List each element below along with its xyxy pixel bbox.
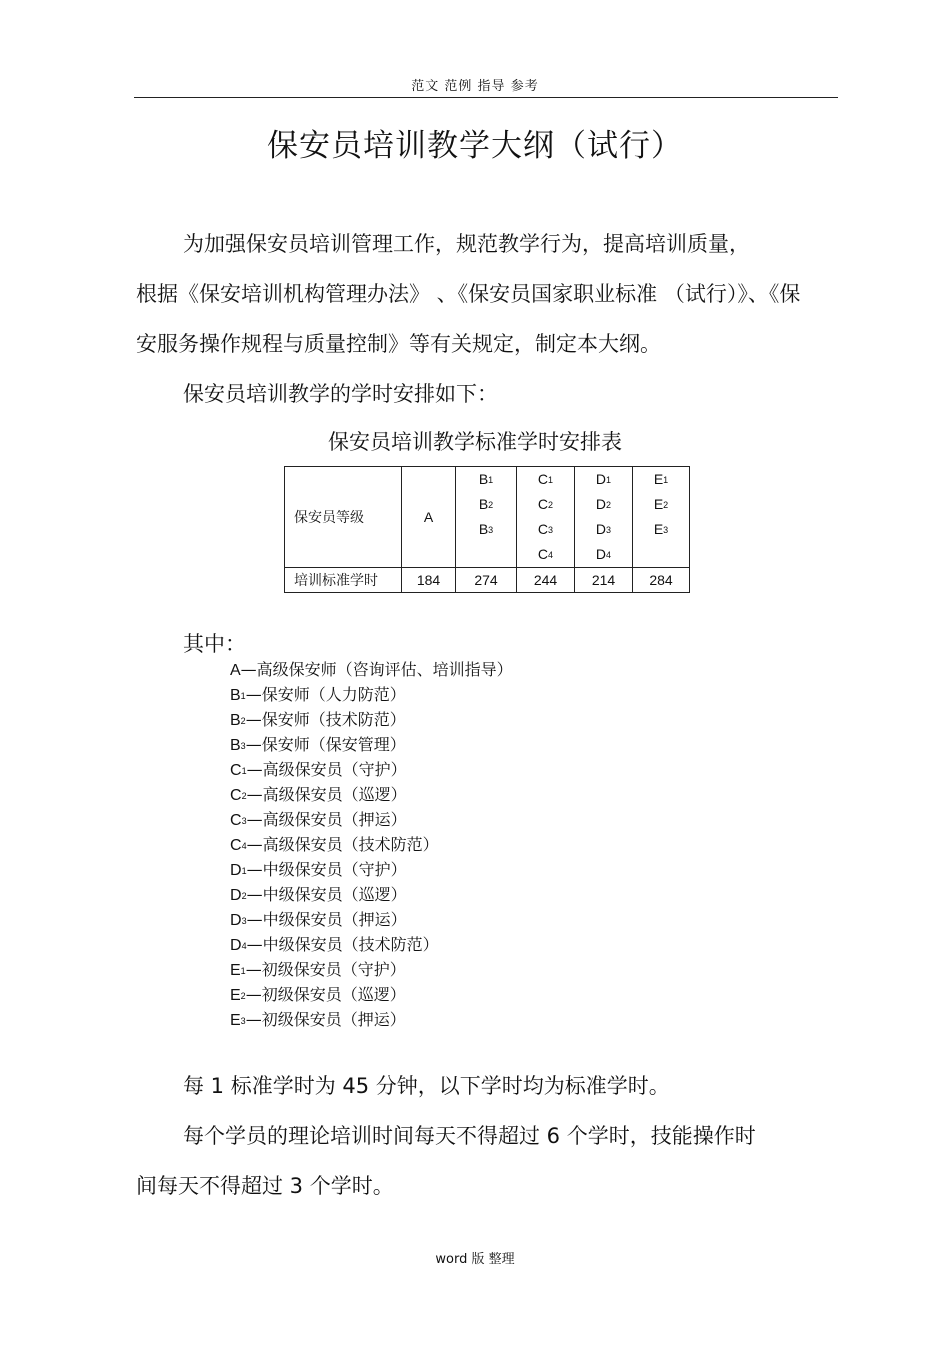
grade-subscript: 2 [240,991,246,1001]
grade-letter: D [595,471,607,487]
grade-subscript: 1 [606,475,612,485]
grade-letter: D [230,912,242,929]
grade-subscript: 2 [488,500,494,510]
grade-letter: D [595,496,607,512]
grade-code [633,467,689,492]
grade-letter: D [230,937,242,954]
grade-subscript: 2 [241,891,247,901]
grade-subscript: 2 [663,500,669,510]
grade-legend-item [230,782,513,807]
grade-code [517,492,574,517]
grade-code [575,517,632,542]
hours-cell: 274 [456,568,517,593]
page-header: 范文 范例 指导 参考 [411,79,539,94]
grade-letter: D [230,887,242,904]
grade-letter: C [537,471,549,487]
grade-legend-item [230,1007,513,1032]
grade-letter: D [595,521,607,537]
grade-letter: C [537,546,549,562]
grade-subscript: 3 [241,916,247,926]
grade-description: —保安师（人力防范） [245,685,406,704]
grade-subscript: 1 [548,475,554,485]
grade-legend-item [230,882,513,907]
grade-letter: D [595,546,607,562]
grade-letter: C [537,521,549,537]
grade-legend-item [230,932,513,957]
grade-row [285,467,690,568]
grade-subscript: 3 [240,741,246,751]
grade-code [575,542,632,567]
grade-cell [575,467,633,568]
grade-legend-item [230,682,513,707]
grade-letter: C [230,787,242,804]
grade-letter: E [230,1012,241,1029]
hours-cell: 214 [575,568,633,593]
grade-code [517,542,574,567]
grade-letter: E [653,471,664,487]
grade-cell [456,467,517,568]
schedule-intro: 保安员培训教学的学时安排如下： [183,382,498,406]
grade-legend-list [230,657,513,1032]
grade-letter: B [478,496,489,512]
outro-line-1: 每 1 标准学时为 45 分钟，以下学时均为标准学时。 [183,1074,670,1098]
grade-legend-item [230,807,513,832]
grade-letter: E [230,962,241,979]
intro-paragraph-line-2: 根据《保安培训机构管理办法》 、《保安员国家职业标准 （试行）》、《保 [136,282,801,306]
header-divider [134,97,838,98]
grade-subscript: 4 [548,550,554,560]
intro-paragraph-line-3: 安服务操作规程与质量控制》等有关规定，制定本大纲。 [136,332,661,356]
grade-letter: B [230,687,241,704]
grade-description: —高级保安员（巡逻） [246,785,407,804]
grade-letter: C [230,837,242,854]
grade-description: —高级保安员（技术防范） [246,835,439,854]
grade-subscript: 2 [548,500,554,510]
page-footer: word 版 整理 [435,1252,515,1267]
grade-code [575,467,632,492]
grade-subscript: 3 [548,525,554,535]
grade-legend-item [230,732,513,757]
hours-cell: 244 [517,568,575,593]
grade-subscript: 1 [488,475,494,485]
grade-subscript: 3 [488,525,494,535]
grade-subscript: 3 [663,525,669,535]
grade-cell [402,467,456,568]
document-title: 保安员培训教学大纲（试行） [267,128,683,164]
grade-letter: A [423,508,434,525]
grade-code [402,505,455,530]
legend-heading: 其中： [183,632,246,656]
grade-description: —高级保安师（咨询评估、培训指导） [240,660,513,679]
grade-code [517,517,574,542]
intro-paragraph-line-1: 为加强保安员培训管理工作，规范教学行为，提高培训质量， [183,232,750,256]
hours-cell: 184 [402,568,456,593]
grade-legend-item [230,657,513,682]
grade-legend-item [230,857,513,882]
grade-letter: E [653,521,664,537]
grade-legend-item [230,907,513,932]
outro-line-3: 间每天不得超过 3 个学时。 [136,1174,394,1198]
grade-code [456,492,516,517]
grade-description: —保安师（保安管理） [245,735,406,754]
grade-description: —初级保安员（押运） [245,1010,406,1029]
grade-subscript: 4 [241,841,247,851]
grade-description: —中级保安员（巡逻） [246,885,407,904]
grade-description: —初级保安员（巡逻） [245,985,406,1004]
grade-description: —中级保安员（押运） [246,910,407,929]
grade-description: —保安师（技术防范） [245,710,406,729]
grade-letter: C [230,762,242,779]
grade-subscript: 4 [241,941,247,951]
grade-letter: C [537,496,549,512]
grade-cell [517,467,575,568]
hours-cell: 284 [633,568,690,593]
grade-legend-item [230,757,513,782]
table-title: 保安员培训教学标准学时安排表 [328,430,622,454]
grade-letter: B [478,521,489,537]
outro-line-2: 每个学员的理论培训时间每天不得超过 6 个学时，技能操作时 [183,1124,756,1148]
grade-letter: E [230,987,241,1004]
grade-subscript: 3 [240,1016,246,1026]
grade-subscript: 1 [663,475,669,485]
grade-code [633,517,689,542]
grade-letter: B [478,471,489,487]
grade-letter: B [230,737,241,754]
grade-letter: C [230,812,242,829]
grade-row-label: 保安员等级 [285,467,402,568]
grade-subscript: 3 [606,525,612,535]
grade-subscript: 1 [240,966,246,976]
grade-letter: A [230,662,241,679]
hours-row-label: 培训标准学时 [285,568,402,593]
grade-legend-item [230,957,513,982]
grade-code [633,492,689,517]
grade-description: —高级保安员（守护） [246,760,407,779]
grade-subscript: 2 [241,791,247,801]
grade-letter: E [653,496,664,512]
grade-subscript: 2 [606,500,612,510]
grade-cell [633,467,690,568]
grade-subscript: 3 [241,816,247,826]
grade-description: —高级保安员（押运） [246,810,407,829]
grade-letter: D [230,862,242,879]
grade-subscript: 1 [241,766,247,776]
grade-letter: B [230,712,241,729]
hours-table [284,466,690,593]
grade-code [517,467,574,492]
grade-description: —中级保安员（守护） [246,860,407,879]
grade-legend-item [230,982,513,1007]
grade-code [456,517,516,542]
grade-subscript: 1 [240,691,246,701]
grade-description: —中级保安员（技术防范） [246,935,439,954]
grade-code [456,467,516,492]
grade-legend-item [230,832,513,857]
grade-subscript: 4 [606,550,612,560]
grade-subscript: 1 [241,866,247,876]
grade-description: —初级保安员（守护） [245,960,406,979]
hours-row [285,568,690,593]
grade-legend-item [230,707,513,732]
grade-code [575,492,632,517]
grade-subscript: 2 [240,716,246,726]
